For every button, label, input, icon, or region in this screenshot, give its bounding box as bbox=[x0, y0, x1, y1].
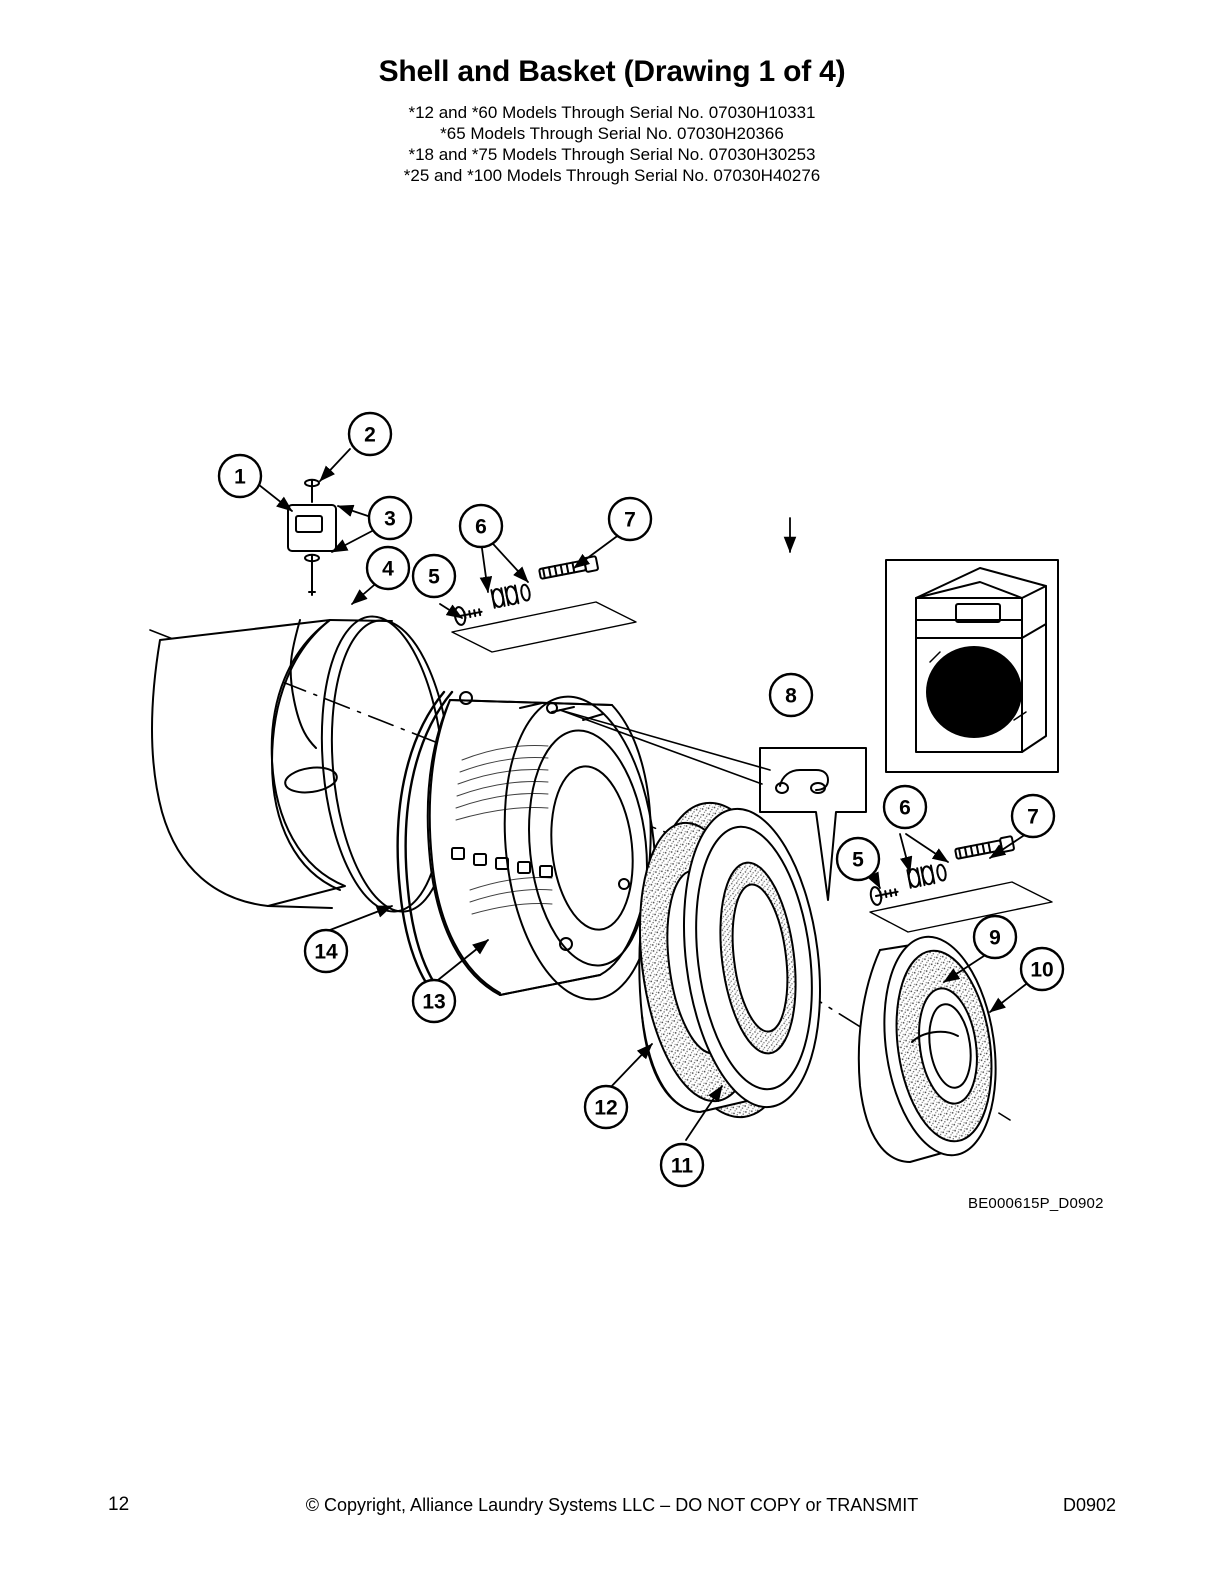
callout-label-1: 1 bbox=[234, 465, 246, 489]
callout-label-9: 9 bbox=[989, 926, 1001, 950]
door-seal-large bbox=[625, 794, 835, 1125]
footer-copyright: © Copyright, Alliance Laundry Systems LLC – DO NOT COPY or TRANSMIT bbox=[305, 1495, 919, 1515]
callout-label-6b: 6 bbox=[899, 796, 911, 820]
model-serial-note-1: *12 and *60 Models Through Serial No. 07030H10331 bbox=[408, 103, 816, 122]
hardware-group-lower bbox=[869, 836, 1052, 932]
model-serial-note-3: *18 and *75 Models Through Serial No. 07030H30253 bbox=[408, 145, 816, 164]
callout-label-12: 12 bbox=[594, 1096, 618, 1120]
callout-label-3: 3 bbox=[384, 507, 396, 531]
callout-label-10: 10 bbox=[1030, 958, 1054, 982]
callout-label-6a: 6 bbox=[475, 515, 487, 539]
footer-doc-code: D0902 bbox=[1062, 1495, 1116, 1515]
machine-inset-illustration bbox=[886, 560, 1058, 772]
callout-label-14: 14 bbox=[314, 940, 338, 964]
callout-label-4: 4 bbox=[382, 557, 394, 581]
hardware-group-upper bbox=[452, 556, 636, 652]
callout-label-5a: 5 bbox=[428, 565, 440, 589]
callout-label-7b: 7 bbox=[1027, 805, 1039, 829]
figure-code: BE000615P_D0902 bbox=[968, 1195, 1104, 1212]
footer-page-number: 12 bbox=[108, 1494, 130, 1515]
model-serial-note-2: *65 Models Through Serial No. 07030H20366 bbox=[440, 124, 784, 143]
exploded-assembly-drawing bbox=[0, 200, 1224, 1320]
callout-label-7a: 7 bbox=[624, 508, 636, 532]
door-seal-small bbox=[859, 930, 1009, 1163]
shell-access-panel bbox=[288, 480, 336, 595]
callout-label-2: 2 bbox=[364, 423, 376, 447]
callout-label-5b: 5 bbox=[852, 848, 864, 872]
callout-label-8: 8 bbox=[785, 684, 797, 708]
callout-label-11: 11 bbox=[670, 1154, 694, 1178]
model-serial-note-4: *25 and *100 Models Through Serial No. 07030H40276 bbox=[403, 166, 821, 185]
callout-label-13: 13 bbox=[422, 990, 446, 1014]
model-serial-notes bbox=[0, 102, 1224, 186]
page-title: Shell and Basket (Drawing 1 of 4) bbox=[378, 55, 846, 88]
